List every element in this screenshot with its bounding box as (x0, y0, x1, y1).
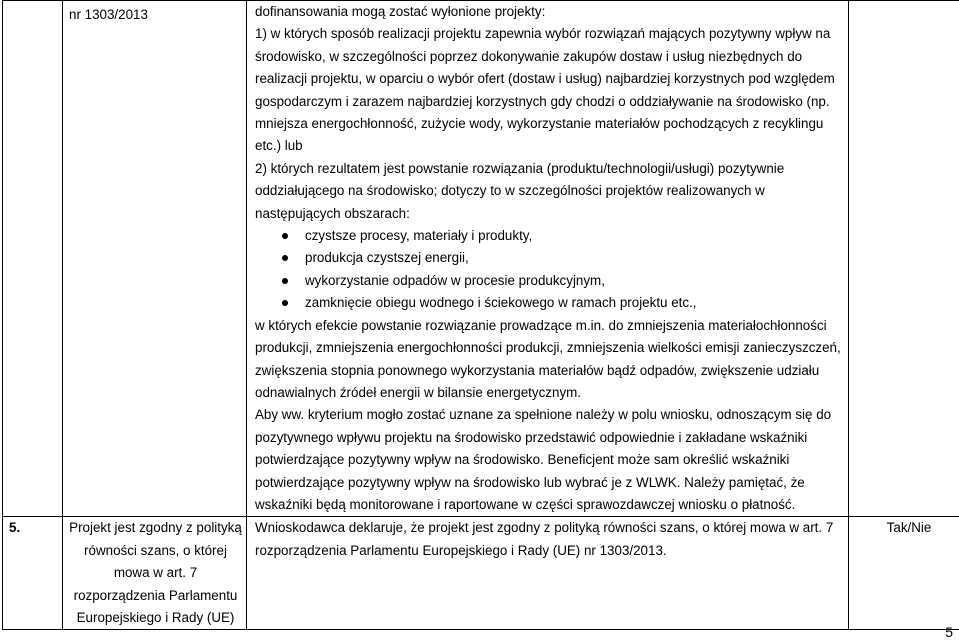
criterion-text: nr 1303/2013 (69, 7, 148, 22)
criteria-table (2, 0, 959, 630)
bullet-list (255, 225, 842, 315)
description-cell (247, 1, 849, 517)
criterion-cell (63, 517, 247, 630)
criterion-text: Projekt jest zgodny z polityką równości szans, o której mowa w art. 7 rozporządzenia Parlamentu Europejskiego i Rady (UE) (69, 520, 242, 625)
description-paragraph: w których efekcie powstanie rozwiązanie prowadzące m.in. do zmniejszenia materiałochłonności produkcji, zmniejszenia energochłonności produkcji, zmniejszenia wielkości emisji zanieczyszczeń, zwiększenia stopnia ponownego wykorzystania materiałów bądź odpadów, zwiększenie udziału odnawialnych źródeł energii w bilansie energetycznym. (255, 317, 841, 400)
description-paragraph: Wnioskodawca deklaruje, że projekt jest zgodny z polityką równości szans, o której mowa w art. 7 rozporządzenia Parlamentu Europejskiego i Rady (UE) nr 1303/2013. (255, 520, 834, 558)
bullet-icon (282, 233, 288, 239)
row-number-cell (3, 1, 63, 517)
description-paragraph: dofinansowania mogą zostać wyłonione projekty: (255, 4, 546, 19)
bullet-icon (282, 300, 288, 306)
description-cell (247, 517, 849, 630)
list-item-text: czystsze procesy, materiały i produkty, (305, 228, 533, 244)
list-item-text: wykorzystanie odpadów w procesie produkcyjnym, (305, 272, 605, 288)
option-text: Tak/Nie (886, 520, 932, 536)
row-number: 5. (9, 520, 21, 536)
description-paragraph: 2) których rezultatem jest powstanie rozwiązania (produktu/technologii/usługi) pozytywnie oddziałującego na środowisko; dotyczy to w szczególności projektów realizowanych w następujących obszarach: (255, 160, 785, 221)
bullet-icon (282, 255, 288, 261)
row-number-cell (3, 517, 63, 630)
option-cell (849, 517, 959, 630)
list-item (255, 225, 842, 247)
option-cell (849, 1, 959, 517)
description-paragraph: Aby ww. kryterium mogło zostać uznane za spełnione należy w polu wniosku, odnoszącym się do pozytywnego wpływu projektu na środowisko przedstawić odpowiednie i zakładane wskaźniki potwierdzające pozytywny wpływ na środowisko. Beneficjent może sam określić wskaźniki potwierdzające pozytywny wpływ na środowisko lub wybrać je z WLWK. Należy pamiętać, że wskaźniki będą monitorowane i raportowane w części sprawozdawczej wniosku o płatność. (255, 407, 832, 512)
table-row (3, 517, 959, 630)
description-paragraph: 1) w których sposób realizacji projektu zapewnia wybór rozwiązań mających pozytywny wpływ na środowisko, w szczególności poprzez dokonywanie zakupów dostaw i usług niezbędnych do realizacji projektu, w oparciu o wybór ofert (dostaw i usług) najbardziej korzystnych pod względem gospodarczym i zarazem najbardziej korzystnych gdy chodzi o oddziaływanie na środowisko (np. mniejsza energochłonność, zużycie wody, wykorzystanie materiałów pochodzących z recyklingu etc.) lub (255, 26, 835, 154)
page-number: 5 (945, 624, 953, 640)
list-item (255, 270, 842, 292)
bullet-icon (282, 278, 288, 284)
table-row (3, 1, 959, 517)
list-item-text: produkcja czystszej energii, (305, 250, 469, 266)
list-item (255, 292, 842, 314)
criterion-cell (63, 1, 247, 517)
list-item-text: zamknięcie obiegu wodnego i ściekowego w ramach projektu etc., (305, 295, 697, 311)
list-item (255, 247, 842, 269)
